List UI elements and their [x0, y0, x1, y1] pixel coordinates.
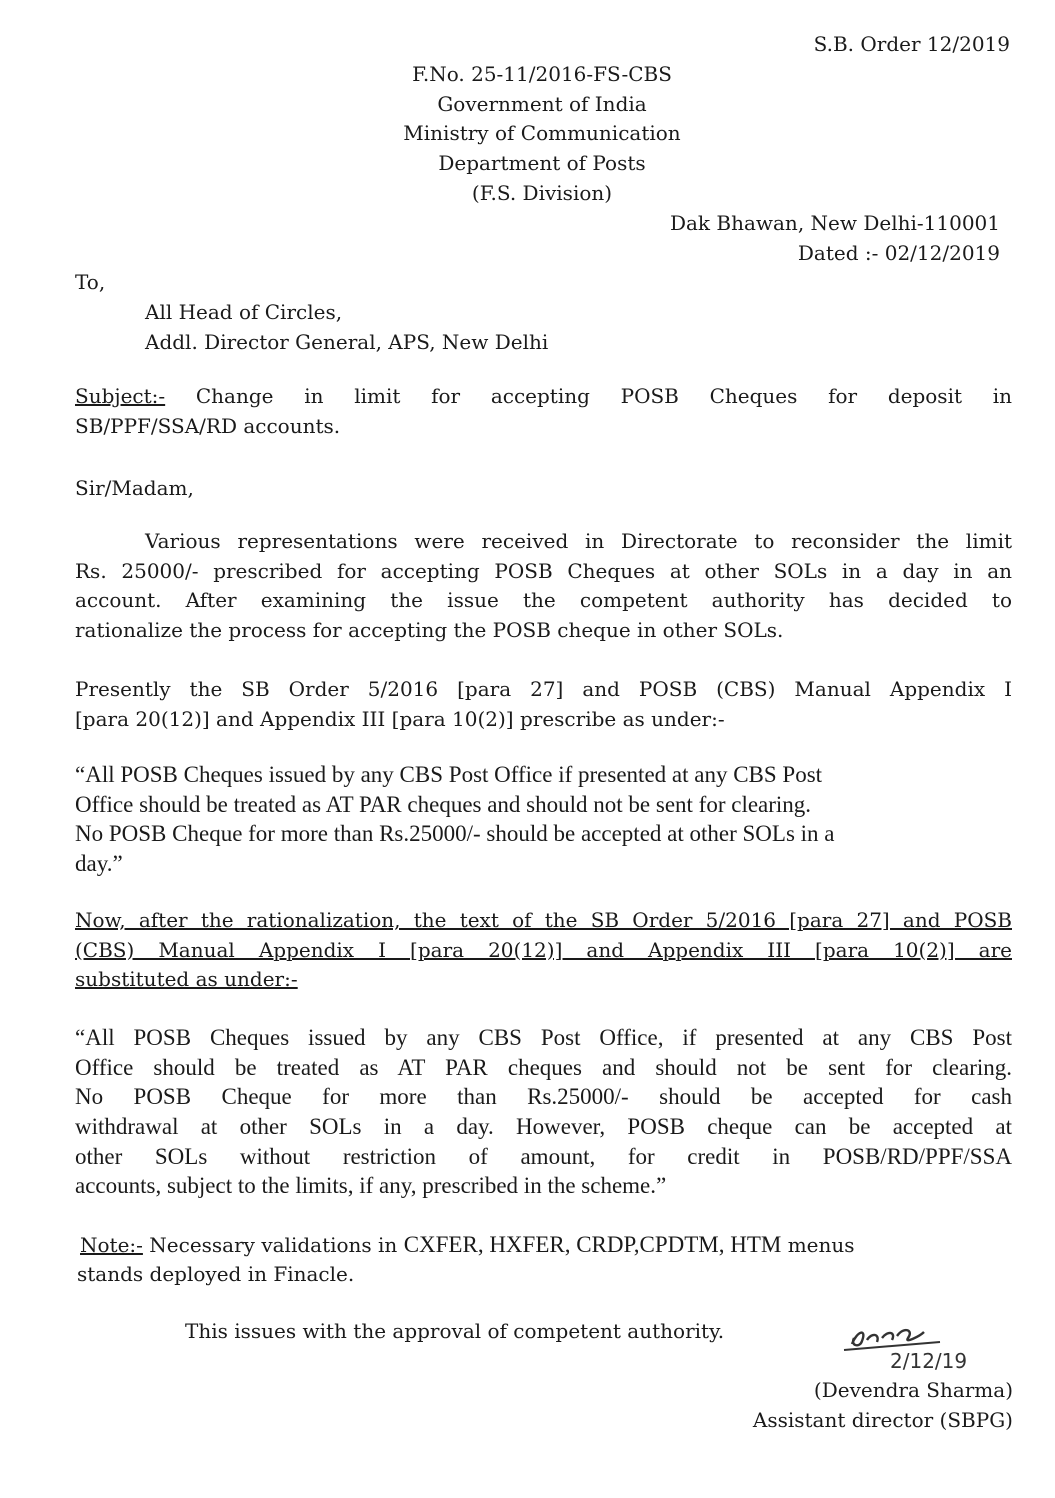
paragraph-2: Presently the SB Order 5/2016 [para 27] and POSB (CBS) Manual Appendix I [para 20(12)] and Appendix III [para 10(2)] prescribe as under:- [75, 677, 1012, 731]
signatory-name: (Devendra Sharma) [813, 1378, 1013, 1402]
paragraph-3: Now, after the rationalization, the text of the SB Order 5/2016 [para 27] and POSB (CBS) Manual Appendix I [para 20(12)] and Appendix III [para 10(2)] are substituted as under:- [75, 908, 1012, 992]
quote-new-rule: “All POSB Cheques issued by any CBS Post Office, if presented at any CBS Post Office should be treated as AT PAR cheques and should not be sent for clearing. No POSB Cheque for more than Rs.25000/- should be accepted for cash withdrawal at other SOLs in a day. However, POSB cheque can be accepted at other SOLs without restriction of amount, for credit in POSB/RD/PPF/SSA accounts, subject to the limits, if any, prescribed in the scheme.” [75, 1025, 1012, 1199]
government: Government of India [437, 91, 647, 116]
department: Department of Posts [438, 151, 646, 176]
approval-line: This issues with the approval of competent authority. [185, 1319, 725, 1343]
recipients: All Head of Circles, Addl. Director General, APS, New Delhi [145, 300, 549, 354]
subject-label: Subject:- [75, 384, 166, 408]
note-label: Note:- [80, 1233, 143, 1257]
address-date: Dak Bhawan, New Delhi-110001 Dated :- 02/12/2019 [669, 211, 1000, 265]
ministry: Ministry of Communication [403, 121, 681, 146]
subject: Subject:- Change in limit for accepting POSB Cheques for deposit in SB/PPF/SSA/RD accounts. [75, 384, 1012, 438]
quote-old-rule: “All POSB Cheques issued by any CBS Post Office if presented at any CBS Post Office should be treated as AT PAR cheques and should not be sent for clearing. No POSB Cheque for more than Rs.25000/- should be accepted at other SOLs in a day.” [75, 762, 835, 877]
salutation: Sir/Madam, [75, 476, 194, 500]
order-number: S.B. Order 12/2019 [813, 32, 1010, 56]
signature-date: 2/12/19 [890, 1349, 968, 1373]
letterhead [340, 60, 744, 208]
to-label: To, [75, 270, 106, 294]
signature-block [753, 1376, 1013, 1435]
note: Note:- Necessary validations in CXFER, HXFER, CRDP,CPDTM, HTM menus stands deployed in Finacle. [77, 1232, 855, 1286]
signatory-title: Assistant director (SBPG) [752, 1407, 1013, 1432]
paragraph-1: Various representations were received in Directorate to reconsider the limit Rs. 25000/- prescribed for accepting POSB Cheques at other SOLs in a day in an account. After examining the issue the competent authority has decided to rationalize the process for accepting the POSB cheque in other SOLs. [75, 529, 1012, 643]
division: (F.S. Division) [471, 180, 613, 205]
file-number: F.No. 25-11/2016-FS-CBS [412, 62, 672, 86]
